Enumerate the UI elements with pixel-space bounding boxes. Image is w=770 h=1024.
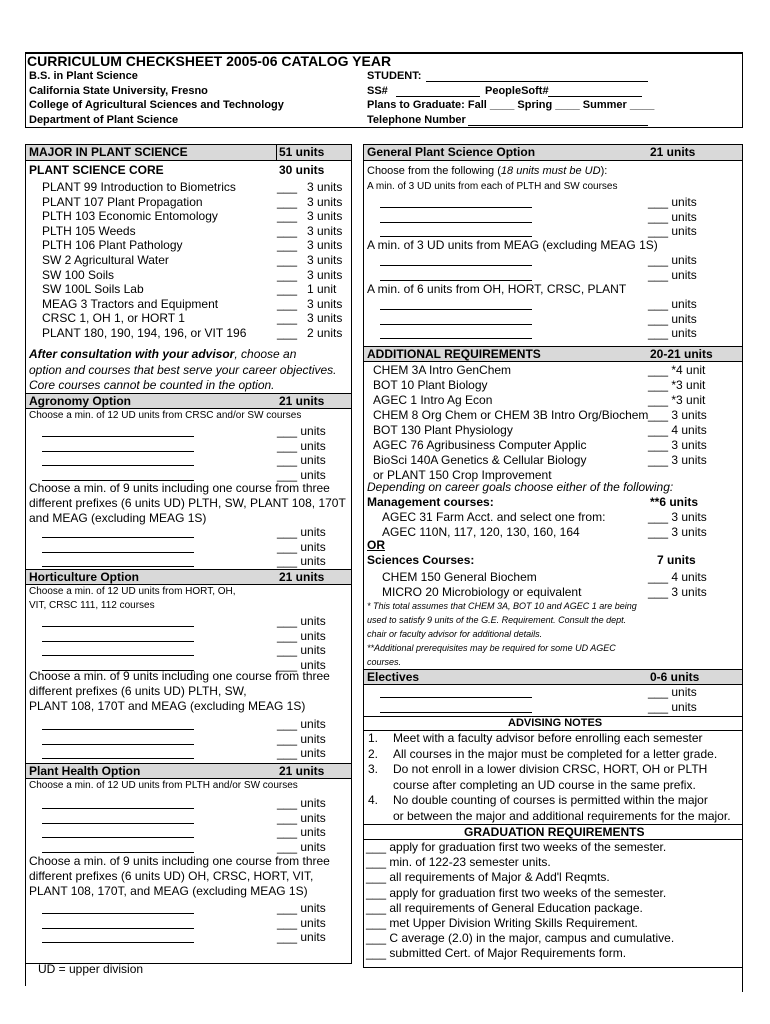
sciences-course-units[interactable]: ___ 3 units — [648, 584, 707, 599]
core-course-blank[interactable]: ___ — [277, 267, 298, 282]
additional-footnote: **Additional prerequisites may be required for some UD AGEC — [367, 643, 616, 653]
sciences-title: Sciences Courses: — [367, 553, 475, 567]
core-course-units: 3 units — [307, 194, 343, 209]
additional-footnote: used to satisfy 9 units of the G.E. Requirement. Consult the dept. — [367, 615, 627, 625]
general-units: 21 units — [650, 145, 696, 159]
core-course-units: 1 unit — [307, 282, 337, 297]
telephone-field[interactable] — [468, 125, 648, 126]
core-course-units: 3 units — [307, 223, 343, 238]
additional-course-units[interactable]: ___ *4 unit — [648, 363, 706, 377]
student-label: STUDENT: — [367, 70, 422, 82]
course-entry-line[interactable] — [42, 626, 194, 627]
general-title: General Plant Science Option — [367, 145, 536, 159]
advising-item: Meet with a faculty advisor before enrolling each semester — [393, 731, 703, 745]
agronomy-text2: different prefixes (6 units UD) PLTH, SW, PLANT 108, 170T — [29, 496, 346, 510]
additional-course-name: CHEM 3A Intro GenChem — [373, 363, 512, 377]
management-title: Management courses: — [367, 495, 494, 509]
general-choose: Choose from the following (18 units must be UD): — [367, 165, 608, 177]
peoplesoft-label: PeopleSoft# — [485, 85, 549, 97]
core-course-name: PLANT 107 Plant Propagation — [42, 194, 203, 209]
units-blank[interactable]: ___ units — [277, 628, 326, 643]
additional-course-units[interactable]: ___ 3 units — [648, 408, 707, 422]
course-entry-line[interactable] — [42, 451, 194, 452]
units-blank[interactable]: ___ units — [648, 224, 697, 239]
plant-health-title: Plant Health Option — [29, 764, 141, 778]
agronomy-units: 21 units — [279, 394, 325, 408]
core-course-name: MEAG 3 Tractors and Equipment — [42, 296, 219, 311]
core-course-name: PLTH 106 Plant Pathology — [42, 238, 183, 253]
units-blank[interactable]: ___ units — [277, 539, 326, 554]
core-course-blank[interactable]: ___ — [277, 223, 298, 238]
additional-units: 20-21 units — [650, 347, 713, 361]
course-entry-line[interactable] — [42, 436, 194, 437]
core-course-name: CRSC 1, OH 1, or HORT 1 — [42, 311, 185, 326]
core-course-units: 3 units — [307, 238, 343, 253]
units-blank[interactable]: ___ units — [277, 424, 326, 438]
general-sub2: A min. of 3 UD units from MEAG (excluding MEAG 1S) — [367, 238, 658, 252]
graduation-item[interactable]: ___ apply for graduation first two weeks of the semester. — [366, 885, 667, 900]
units-blank[interactable]: ___ units — [277, 825, 326, 840]
units-blank[interactable]: ___ units — [277, 717, 326, 731]
horticulture-title: Horticulture Option — [29, 570, 139, 584]
additional-footnote: * This total assumes that CHEM 3A, BOT 10 and AGEC 1 are being — [367, 601, 637, 611]
course-entry-line[interactable] — [380, 280, 532, 281]
student-field[interactable] — [426, 81, 648, 82]
core-course-name: PLTH 105 Weeds — [42, 223, 136, 238]
agronomy-text3: and MEAG (excluding MEAG 1S) — [29, 511, 207, 525]
units-blank[interactable]: ___ units — [648, 253, 697, 267]
university-line: California State University, Fresno — [29, 85, 208, 97]
management-course-name: AGEC 110N, 117, 120, 130, 160, 164 — [382, 524, 580, 539]
units-blank[interactable]: ___ units — [277, 657, 326, 672]
units-blank[interactable]: ___ units — [648, 195, 697, 209]
core-course-blank[interactable]: ___ — [277, 209, 298, 224]
units-blank[interactable]: ___ units — [277, 453, 326, 468]
page-title: CURRICULUM CHECKSHEET 2005-06 CATALOG YEAR — [27, 53, 392, 69]
course-entry-line[interactable] — [380, 324, 532, 325]
course-entry-line[interactable] — [42, 744, 194, 745]
management-course-units[interactable]: ___ 3 units — [648, 524, 707, 539]
units-blank[interactable]: ___ units — [277, 839, 326, 854]
units-blank[interactable]: ___ units — [648, 297, 697, 311]
units-blank[interactable]: ___ units — [277, 915, 326, 930]
horticulture-note2: VIT, CRSC 111, 112 courses — [29, 600, 155, 611]
units-blank[interactable]: ___ units — [277, 930, 326, 945]
core-course-name: SW 100L Soils Lab — [42, 282, 144, 297]
core-course-blank[interactable]: ___ — [277, 238, 298, 253]
units-blank[interactable]: ___ units — [277, 554, 326, 569]
electives-title: Electives — [367, 670, 420, 684]
course-entry-line[interactable] — [42, 823, 194, 824]
advising-item: course after completing an UD course in the same prefix. — [393, 777, 696, 792]
additional-course-units[interactable]: ___ 3 units — [648, 438, 707, 452]
sciences-course-units[interactable]: ___ 4 units — [648, 570, 707, 584]
core-course-name: SW 2 Agricultural Water — [42, 253, 169, 267]
advising-number: 2. — [368, 746, 379, 761]
additional-course-units[interactable]: ___ *3 unit — [648, 393, 706, 407]
additional-footnote: courses. — [367, 657, 402, 667]
course-entry-line[interactable] — [42, 566, 194, 567]
core-course-blank[interactable]: ___ — [277, 326, 298, 340]
additional-title: ADDITIONAL REQUIREMENTS — [367, 347, 541, 361]
core-course-blank[interactable]: ___ — [277, 282, 298, 297]
units-blank[interactable]: ___ units — [277, 525, 326, 539]
ss-field[interactable] — [396, 96, 480, 97]
major-units: 51 units — [279, 145, 325, 159]
advising-item: Do not enroll in a lower division CRSC, HORT, OH or PLTH — [393, 762, 708, 776]
depending-note: Depending on career goals choose either of the following: — [367, 480, 674, 494]
additional-course-name: BOT 10 Plant Biology — [373, 378, 488, 392]
units-blank[interactable]: ___ units — [277, 746, 326, 761]
sciences-course-name: CHEM 150 General Biochem — [382, 570, 537, 584]
plant-health-note: Choose a min. of 12 UD units from PLTH and/or SW courses — [29, 780, 298, 791]
general-sub3: A min. of 6 units from OH, HORT, CRSC, PLANT — [367, 282, 627, 296]
course-entry-line[interactable] — [42, 552, 194, 553]
core-course-name: PLANT 180, 190, 194, 196, or VIT 196 — [42, 326, 247, 340]
units-blank[interactable]: ___ units — [277, 643, 326, 658]
core-course-name: PLANT 99 Introduction to Biometrics — [42, 180, 236, 194]
units-blank[interactable]: ___ units — [648, 685, 697, 699]
core-course-units: 3 units — [307, 267, 343, 282]
course-entry-line[interactable] — [42, 465, 194, 466]
graduation-item[interactable]: ___ C average (2.0) in the major, campus and cumulative. — [366, 931, 675, 946]
core-course-units: 3 units — [307, 253, 343, 267]
units-blank[interactable]: ___ units — [648, 326, 697, 341]
plant-health-units: 21 units — [279, 764, 325, 778]
additional-course-name: BioSci 140A Genetics & Cellular Biology — [373, 453, 587, 467]
advising-number: 3. — [368, 762, 379, 776]
management-course-units[interactable]: ___ 3 units — [648, 510, 707, 524]
graduation-title: GRADUATION REQUIREMENTS — [464, 825, 645, 839]
additional-course-name: or PLANT 150 Crop Improvement — [373, 468, 552, 482]
telephone-label: Telephone Number — [367, 114, 466, 126]
course-entry-line[interactable] — [380, 222, 532, 223]
plant-health-text1: Choose a min. of 9 units including one course from three — [29, 854, 330, 868]
additional-course-name: CHEM 8 Org Chem or CHEM 3B Intro Org/Biochem — [373, 408, 649, 422]
units-blank[interactable]: ___ units — [648, 311, 697, 326]
horticulture-text1: Choose a min. of 9 units including one course from three — [29, 669, 330, 683]
plans-label: Plans to Graduate: Fall ____ Spring ____ Summer ____ — [367, 99, 655, 111]
course-entry-line[interactable] — [42, 758, 194, 759]
core-title: PLANT SCIENCE CORE — [29, 163, 164, 177]
units-blank[interactable]: ___ units — [648, 209, 697, 224]
units-blank[interactable]: ___ units — [648, 267, 697, 282]
or-label: OR — [367, 538, 385, 552]
additional-course-units[interactable]: ___ *3 unit — [648, 378, 706, 392]
core-course-units: 3 units — [307, 311, 343, 326]
advising-number: 1. — [368, 731, 379, 745]
graduation-item[interactable]: ___ submitted Cert. of Major Requirements form. — [366, 946, 627, 961]
course-entry-line[interactable] — [42, 852, 194, 853]
core-course-blank[interactable]: ___ — [277, 194, 298, 209]
additional-course-name: BOT 130 Plant Physiology — [373, 423, 513, 437]
agronomy-note: Choose a min. of 12 UD units from CRSC and/or SW courses — [29, 410, 302, 421]
units-blank[interactable]: ___ units — [648, 699, 697, 714]
units-blank[interactable]: ___ units — [277, 731, 326, 746]
horticulture-text3: PLANT 108, 170T and MEAG (excluding MEAG 1S) — [29, 699, 306, 713]
department-line: Department of Plant Science — [29, 114, 179, 126]
sciences-units: 7 units — [657, 553, 696, 567]
major-title: MAJOR IN PLANT SCIENCE — [29, 145, 188, 159]
course-entry-line[interactable] — [42, 928, 194, 929]
units-blank[interactable]: ___ units — [277, 438, 326, 453]
program-line: B.S. in Plant Science — [29, 70, 138, 82]
horticulture-units: 21 units — [279, 570, 325, 584]
horticulture-note1: Choose a min. of 12 UD units from HORT, OH, — [29, 586, 236, 597]
horticulture-text2: different prefixes (6 units UD) PLTH, SW, — [29, 684, 247, 698]
units-blank[interactable]: ___ units — [277, 901, 326, 915]
core-units: 30 units — [279, 163, 325, 177]
course-entry-line[interactable] — [380, 207, 532, 208]
agronomy-text1: Choose a min. of 9 units including one course from three — [29, 481, 330, 495]
course-entry-line[interactable] — [380, 309, 532, 310]
electives-units: 0-6 units — [650, 670, 700, 684]
additional-course-units[interactable]: ___ 4 units — [648, 423, 707, 437]
ud-footnote: UD = upper division — [38, 962, 144, 976]
units-blank[interactable]: ___ units — [277, 796, 326, 810]
course-entry-line[interactable] — [42, 808, 194, 809]
agronomy-title: Agronomy Option — [29, 394, 131, 408]
core-course-blank[interactable]: ___ — [277, 180, 298, 194]
core-course-name: SW 100 Soils — [42, 267, 115, 282]
graduation-item[interactable]: ___ met Upper Division Writing Skills Requirement. — [366, 916, 638, 930]
advisor-note-line1: After consultation with your advisor, choose an — [29, 347, 297, 361]
course-entry-line[interactable] — [42, 837, 194, 838]
graduation-item[interactable]: ___ min. of 122-23 semester units. — [366, 855, 551, 870]
college-line: College of Agricultural Sciences and Technology — [29, 99, 284, 111]
units-blank[interactable]: ___ units — [277, 614, 326, 628]
additional-course-name: AGEC 76 Agribusiness Computer Applic — [373, 438, 587, 452]
core-course-units: 3 units — [307, 180, 343, 194]
graduation-item[interactable]: ___ all requirements of Major & Add'l Reqmts. — [366, 870, 610, 885]
core-course-blank[interactable]: ___ — [277, 296, 298, 311]
graduation-item[interactable]: ___ apply for graduation first two weeks of the semester. — [366, 840, 667, 854]
units-blank[interactable]: ___ units — [277, 467, 326, 482]
course-entry-line[interactable] — [380, 697, 532, 698]
course-entry-line[interactable] — [42, 655, 194, 656]
advising-item: All courses in the major must be completed for a letter grade. — [393, 746, 718, 761]
advising-title: ADVISING NOTES — [508, 717, 603, 729]
advising-number: 4. — [368, 793, 379, 807]
course-entry-line[interactable] — [380, 712, 532, 713]
management-units: **6 units — [650, 495, 699, 509]
additional-course-units[interactable]: ___ 3 units — [648, 453, 707, 467]
additional-footnote: chair or faculty advisor for additional details. — [367, 629, 543, 639]
peoplesoft-field[interactable] — [548, 96, 642, 97]
graduation-item[interactable]: ___ all requirements of General Education package. — [366, 900, 643, 915]
units-blank[interactable]: ___ units — [277, 810, 326, 825]
general-sub1: A min. of 3 UD units from each of PLTH and SW courses — [367, 181, 618, 192]
course-entry-line[interactable] — [42, 537, 194, 538]
core-course-name: PLTH 103 Economic Entomology — [42, 209, 218, 224]
course-entry-line[interactable] — [42, 729, 194, 730]
advising-item: No double counting of courses is permitted within the major — [393, 793, 708, 807]
plant-health-text2: different prefixes (6 units UD) OH, CRSC, HORT, VIT, — [29, 869, 314, 883]
ss-label: SS# — [367, 85, 388, 97]
core-course-units: 3 units — [307, 209, 343, 224]
core-course-blank[interactable]: ___ — [277, 311, 298, 326]
core-course-blank[interactable]: ___ — [277, 253, 298, 267]
course-entry-line[interactable] — [42, 641, 194, 642]
course-entry-line[interactable] — [42, 913, 194, 914]
course-entry-line[interactable] — [380, 265, 532, 266]
course-entry-line[interactable] — [42, 942, 194, 943]
management-course-name: AGEC 31 Farm Acct. and select one from: — [382, 510, 606, 524]
advising-item: or between the major and additional requirements for the major. — [393, 808, 731, 823]
course-entry-line[interactable] — [380, 338, 532, 339]
additional-course-name: AGEC 1 Intro Ag Econ — [373, 393, 493, 407]
advisor-note-line3: Core courses cannot be counted in the option. — [29, 378, 275, 392]
core-course-units: 2 units — [307, 326, 343, 340]
sciences-course-name: MICRO 20 Microbiology or equivalent — [382, 584, 582, 599]
advisor-note-line2: option and courses that best serve your career objectives. — [29, 363, 337, 377]
core-course-units: 3 units — [307, 296, 343, 311]
plant-health-text3: PLANT 108, 170T, and MEAG (excluding MEAG 1S) — [29, 884, 308, 898]
